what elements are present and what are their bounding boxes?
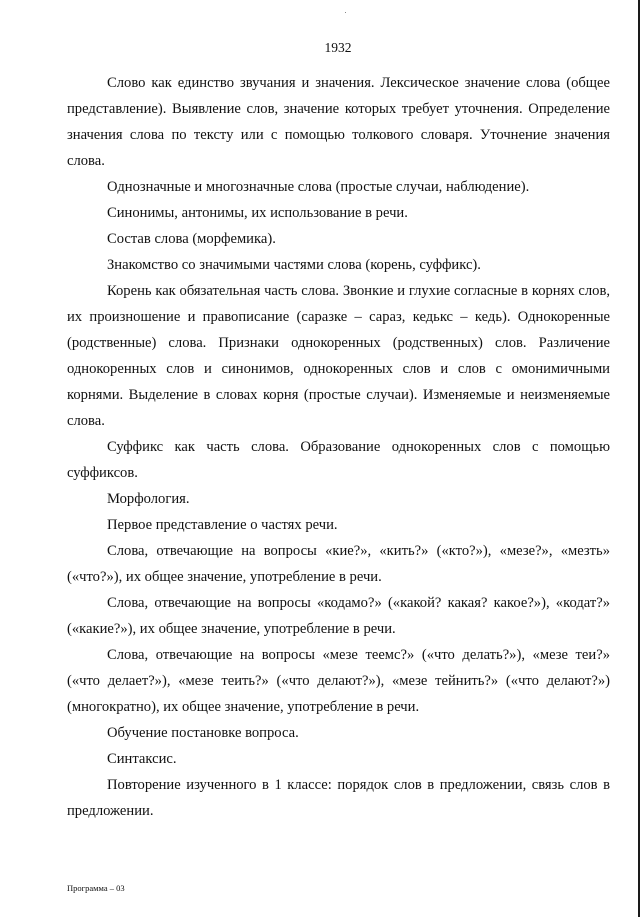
paragraph-synonyms: Синонимы, антонимы, их использование в речи. [107, 205, 408, 221]
paragraph-polysemy: Однозначные и многозначные слова (простые случаи, наблюдение). [107, 179, 530, 195]
paragraph-adjectives: Слова, отвечающие на вопросы «кодамо?» («какой? какая? какое?»), «кодат?» («какие?»), их общее значение, употребление в речи. [67, 595, 610, 637]
paragraph-question-teaching: Обучение постановке вопроса. [107, 725, 299, 741]
page-footer: Программа – 03 [67, 883, 125, 893]
paragraph-morphology: Морфология. [107, 491, 190, 507]
paragraph-nouns: Слова, отвечающие на вопросы «кие?», «кить?» («кто?»), «мезе?», «мезть» («что?»), их общее значение, употребление в речи. [67, 543, 610, 585]
paragraph-word-parts: Знакомство со значимыми частями слова (корень, суффикс). [107, 257, 481, 273]
paragraph-word-structure: Состав слова (морфемика). [107, 231, 276, 247]
paragraph-word-meaning: Слово как единство звучания и значения. Лексическое значение слова (общее представление). Выявление слов, значение которых требует уточнения. Определение значения слова по тексту или с помощью толкового словаря. Уточнение значения слова. [67, 75, 610, 169]
paragraph-suffix: Суффикс как часть слова. Образование однокоренных слов с помощью суффиксов. [67, 439, 610, 481]
paragraph-repetition: Повторение изученного в 1 классе: порядок слов в предложении, связь слов в предложении. [67, 777, 610, 819]
page-number: 1932 [324, 40, 352, 55]
paragraph-syntax: Синтаксис. [107, 751, 177, 767]
paragraph-parts-of-speech: Первое представление о частях речи. [107, 517, 338, 533]
paragraph-verbs: Слова, отвечающие на вопросы «мезе теемс?» («что делать?»), «мезе теи?» («что делает?»), «мезе теить?» («что делают?»), «мезе тейнить?» («что делают?») (многократно), их общее значение, употребление в речи. [67, 647, 610, 715]
document-body [67, 70, 610, 824]
scan-speck [345, 12, 346, 13]
paragraph-root: Корень как обязательная часть слова. Звонкие и глухие согласные в корнях слов, их произношение и правописание (саразке – сараз, кедькс – кедь). Однокоренные (родственные) слова. Признаки однокоренных (родственных) слов. Различение однокоренных слов и синонимов, однокоренных слов и слов с омонимичными корнями. Выделение в словах корня (простые случаи). Изменяемые и неизменяемые слова. [67, 283, 610, 429]
